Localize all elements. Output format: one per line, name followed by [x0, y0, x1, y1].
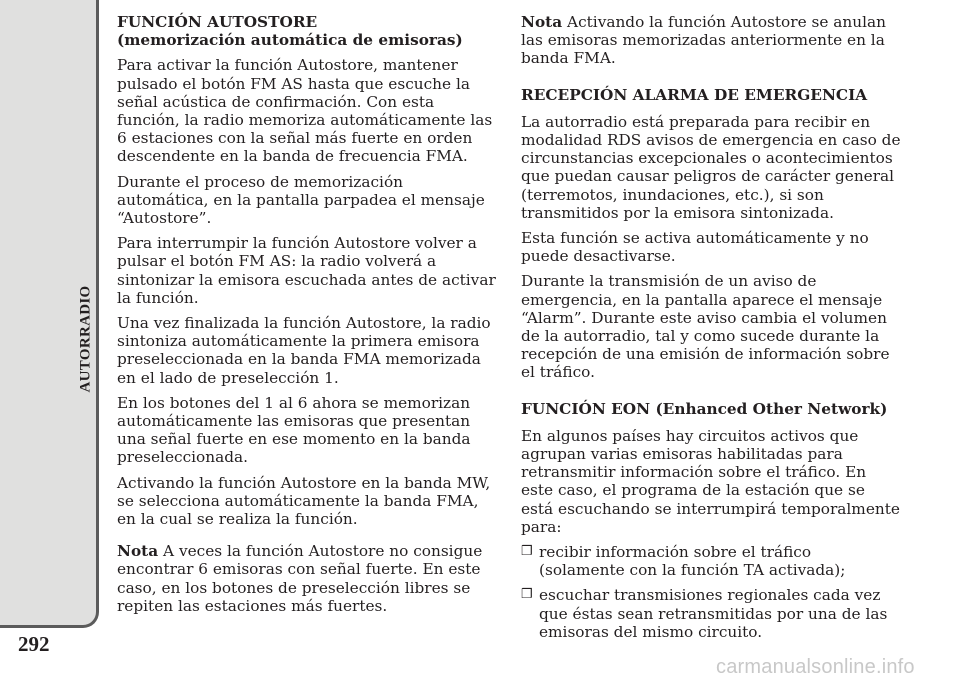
section-label: AUTORRADIO	[77, 285, 94, 393]
checkbox-bullet-icon: ❒	[521, 587, 533, 603]
note-label: Nota	[521, 13, 563, 31]
list-item	[521, 586, 901, 641]
right-column	[521, 13, 901, 648]
list-item-text: escuchar transmisiones regionales cada vez que éstas sean retransmitidas por una de las emisoras del mismo circuito.	[539, 586, 888, 641]
paragraph: En algunos países hay circuitos activos que agrupan varias emisoras habilitadas para retransmitir información sobre el tráfico. En este caso, el programa de la estación que se está escuchando se interrumpirá temporalmente para:	[521, 426, 900, 536]
list-item	[521, 543, 901, 579]
page-number: 292	[18, 632, 50, 656]
paragraph: Durante la transmisión de un aviso de emergencia, en la pantalla aparece el mensaje “Alarm”. Durante este aviso cambia el volumen de la autorradio, tal y como sucede durante la recepción de una emisión de información sobre el tráfico.	[521, 272, 890, 382]
watermark: carmanualsonline.info	[716, 656, 915, 678]
paragraph: En los botones del 1 al 6 ahora se memorizan automáticamente las emisoras que presentan una señal fuerte en ese momento en la banda preseleccionada.	[117, 393, 471, 467]
list-item-text: recibir información sobre el tráfico (solamente con la función TA activada);	[539, 543, 846, 580]
note-label: Nota	[117, 542, 159, 561]
sidebar-tab	[0, 0, 99, 628]
checkbox-bullet-icon: ❒	[521, 544, 533, 560]
autostore-heading-line1: FUNCIÓN AUTOSTORE	[117, 13, 318, 31]
paragraph: Una vez finalizada la función Autostore, la radio sintoniza automáticamente la primera emisora preseleccionada en la banda FMA memorizada en el lado de preselección 1.	[117, 314, 491, 387]
paragraph: Activando la función Autostore en la banda MW, se selecciona automáticamente la banda FMA, en la cual se realiza la función.	[117, 473, 491, 529]
paragraph: Para interrumpir la función Autostore volver a pulsar el botón FM AS: la radio volverá a sintonizar la emisora escuchada antes de activar la función.	[117, 234, 496, 307]
checkbox-list	[521, 543, 901, 641]
autostore-heading	[117, 13, 497, 49]
note	[521, 13, 901, 68]
note	[117, 542, 497, 615]
left-column	[117, 13, 497, 622]
note-text: Activando la función Autostore se anulan las emisoras memorizadas anteriormente en la banda FMA.	[521, 13, 886, 68]
note-text: A veces la función Autostore no consigue encontrar 6 emisoras con señal fuerte. En este caso, en los botones de preselección libres se repiten las estaciones más fuertes.	[117, 542, 483, 615]
autostore-heading-line2: (memorización automática de emisoras)	[117, 31, 463, 50]
paragraph: Durante el proceso de memorización automática, en la pantalla parpadea el mensaje “Autostore”.	[117, 172, 485, 228]
paragraph: La autorradio está preparada para recibir en modalidad RDS avisos de emergencia en caso de circunstancias excepcionales o acontecimientos que puedan causar peligros de carácter general (terremotos, inundaciones, etc.), si son transmitidos por la emisora sintonizada.	[521, 112, 901, 222]
paragraph: Esta función se activa automáticamente y no puede desactivarse.	[521, 229, 869, 266]
eon-heading: FUNCIÓN EON (Enhanced Other Network)	[521, 399, 888, 418]
paragraph: Para activar la función Autostore, mantener pulsado el botón FM AS hasta que escuche la señal acústica de confirmación. Con esta función, la radio memoriza automáticamente las 6 estaciones con la señal más fuerte en orden descendente en la banda de frecuencia FMA.	[117, 56, 493, 166]
emergency-heading: RECEPCIÓN ALARMA DE EMERGENCIA	[521, 85, 868, 104]
